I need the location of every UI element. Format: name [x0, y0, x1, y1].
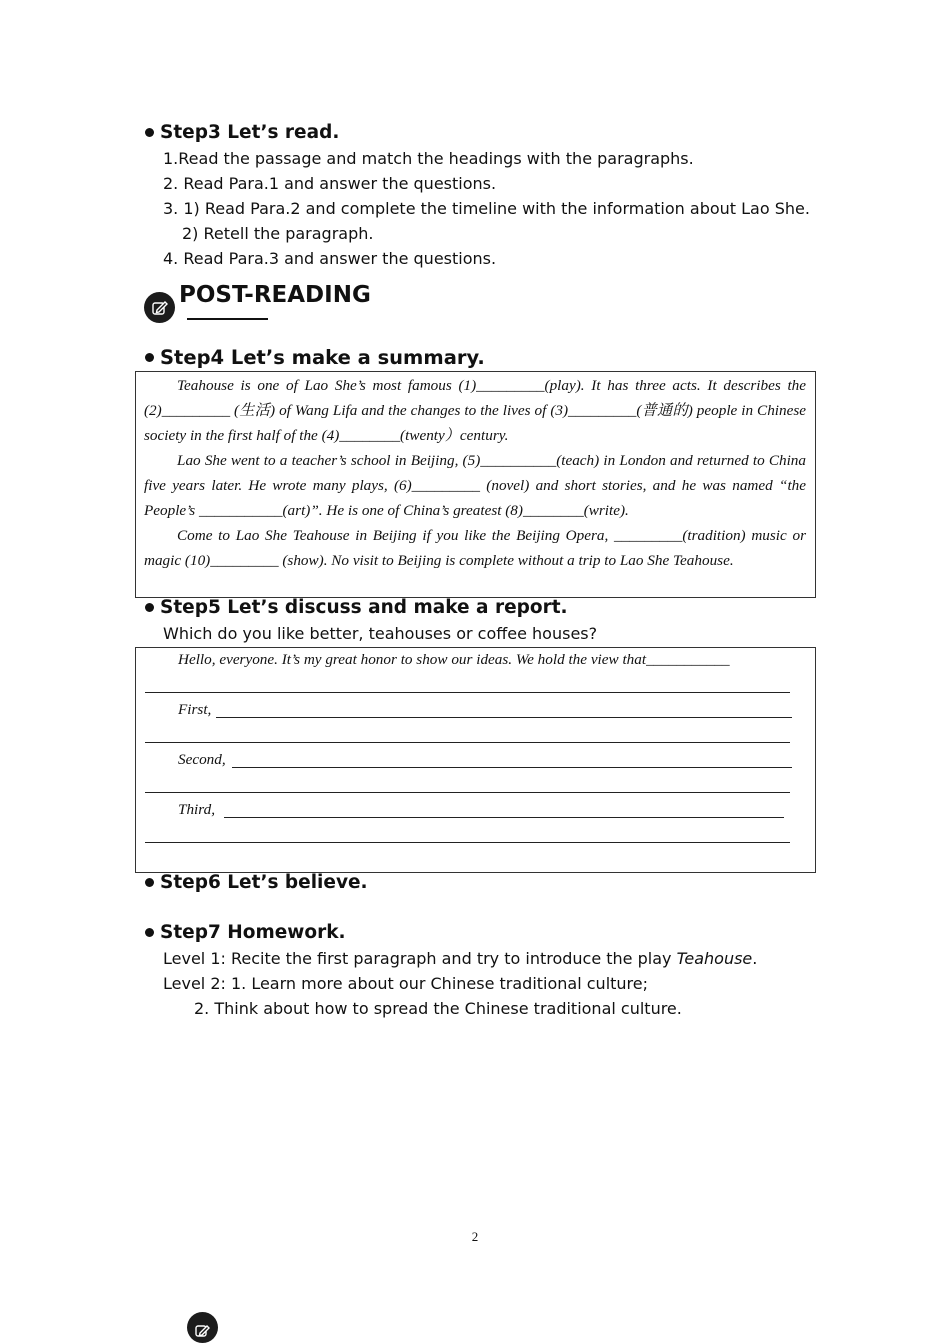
answer-line[interactable]: [145, 692, 790, 693]
step6-heading: [145, 872, 368, 893]
edit-icon: [144, 292, 175, 323]
step3-item-1: 1.Read the passage and match the headings with the paragraphs.: [163, 149, 694, 168]
report-line-second: Second,: [178, 751, 226, 768]
homework-level-1: [163, 949, 757, 968]
step3-item-3: 3. 1) Read Para.2 and complete the timeline with the information about Lao She.: [163, 199, 810, 218]
bullet-icon: [145, 928, 154, 937]
answer-line[interactable]: [145, 792, 790, 793]
step4-heading: [145, 346, 485, 369]
answer-line[interactable]: [216, 717, 792, 718]
report-line-intro: Hello, everyone. It’s my great honor to show our ideas. We hold the view that___________: [178, 651, 730, 668]
bullet-icon: [145, 128, 154, 137]
step5-question: Which do you like better, teahouses or coffee houses?: [163, 624, 598, 643]
bullet-icon: [145, 353, 154, 362]
report-box: [135, 647, 816, 873]
step3-title: Step3 Let’s read.: [160, 122, 340, 143]
answer-line[interactable]: [145, 742, 790, 743]
summary-box: [135, 371, 816, 598]
step7-title: Step7 Homework.: [160, 922, 346, 943]
level1-period: .: [752, 949, 758, 968]
step6-title: Step6 Let’s believe.: [160, 872, 368, 893]
step3-item-2: 2. Read Para.1 and answer the questions.: [163, 174, 497, 193]
step3-item-3b: 2) Retell the paragraph.: [182, 224, 374, 243]
homework-level-2b: 2. Think about how to spread the Chinese traditional culture.: [194, 999, 682, 1018]
title-underline: [187, 318, 268, 320]
answer-line[interactable]: [232, 767, 792, 768]
summary-paragraph-3: Come to Lao She Teahouse in Beijing if you like the Beijing Opera, _________(tradition) music or magic (10)_________ (show). No visit to Beijing is complete without a trip to Lao She Teahouse.: [144, 527, 806, 569]
step7-heading: [145, 922, 346, 943]
step4-title: Step4 Let’s make a summary.: [160, 346, 485, 369]
report-line-first: First,: [178, 701, 212, 718]
answer-line[interactable]: [224, 817, 784, 818]
report-line-third: Third,: [178, 801, 215, 818]
bullet-icon: [145, 603, 154, 612]
post-reading-title: POST-READING: [179, 282, 371, 308]
step3-heading: [145, 122, 339, 143]
step5-title: Step5 Let’s discuss and make a report.: [160, 597, 568, 618]
summary-paragraph-2: Lao She went to a teacher’s school in Beijing, (5)__________(teach) in London and returned to China five years later. He wrote many plays, (6)_________ (novel) and short stories, and he was named “the People’s ___________(art)”. He is one of China’s greatest (8)________(write).: [144, 452, 806, 519]
bullet-icon: [145, 878, 154, 887]
page-number: 2: [471, 1229, 479, 1244]
edit-icon: [187, 1312, 218, 1343]
step5-heading: [145, 597, 568, 618]
level1-text: Level 1: Recite the first paragraph and try to introduce the play: [163, 949, 677, 968]
step3-item-4: 4. Read Para.3 and answer the questions.: [163, 249, 497, 268]
homework-level-2a: Level 2: 1. Learn more about our Chinese traditional culture;: [163, 974, 649, 993]
answer-line[interactable]: [145, 842, 790, 843]
play-title: Teahouse: [676, 949, 753, 968]
summary-paragraph-1: Teahouse is one of Lao She’s most famous (1)_________(play). It has three acts. It describes the (2)_________ (生活) of Wang Lifa and the changes to the lives of (3)_________(普通的) people in Chinese society in the first half of the (4)________(twenty）century.: [144, 377, 806, 444]
